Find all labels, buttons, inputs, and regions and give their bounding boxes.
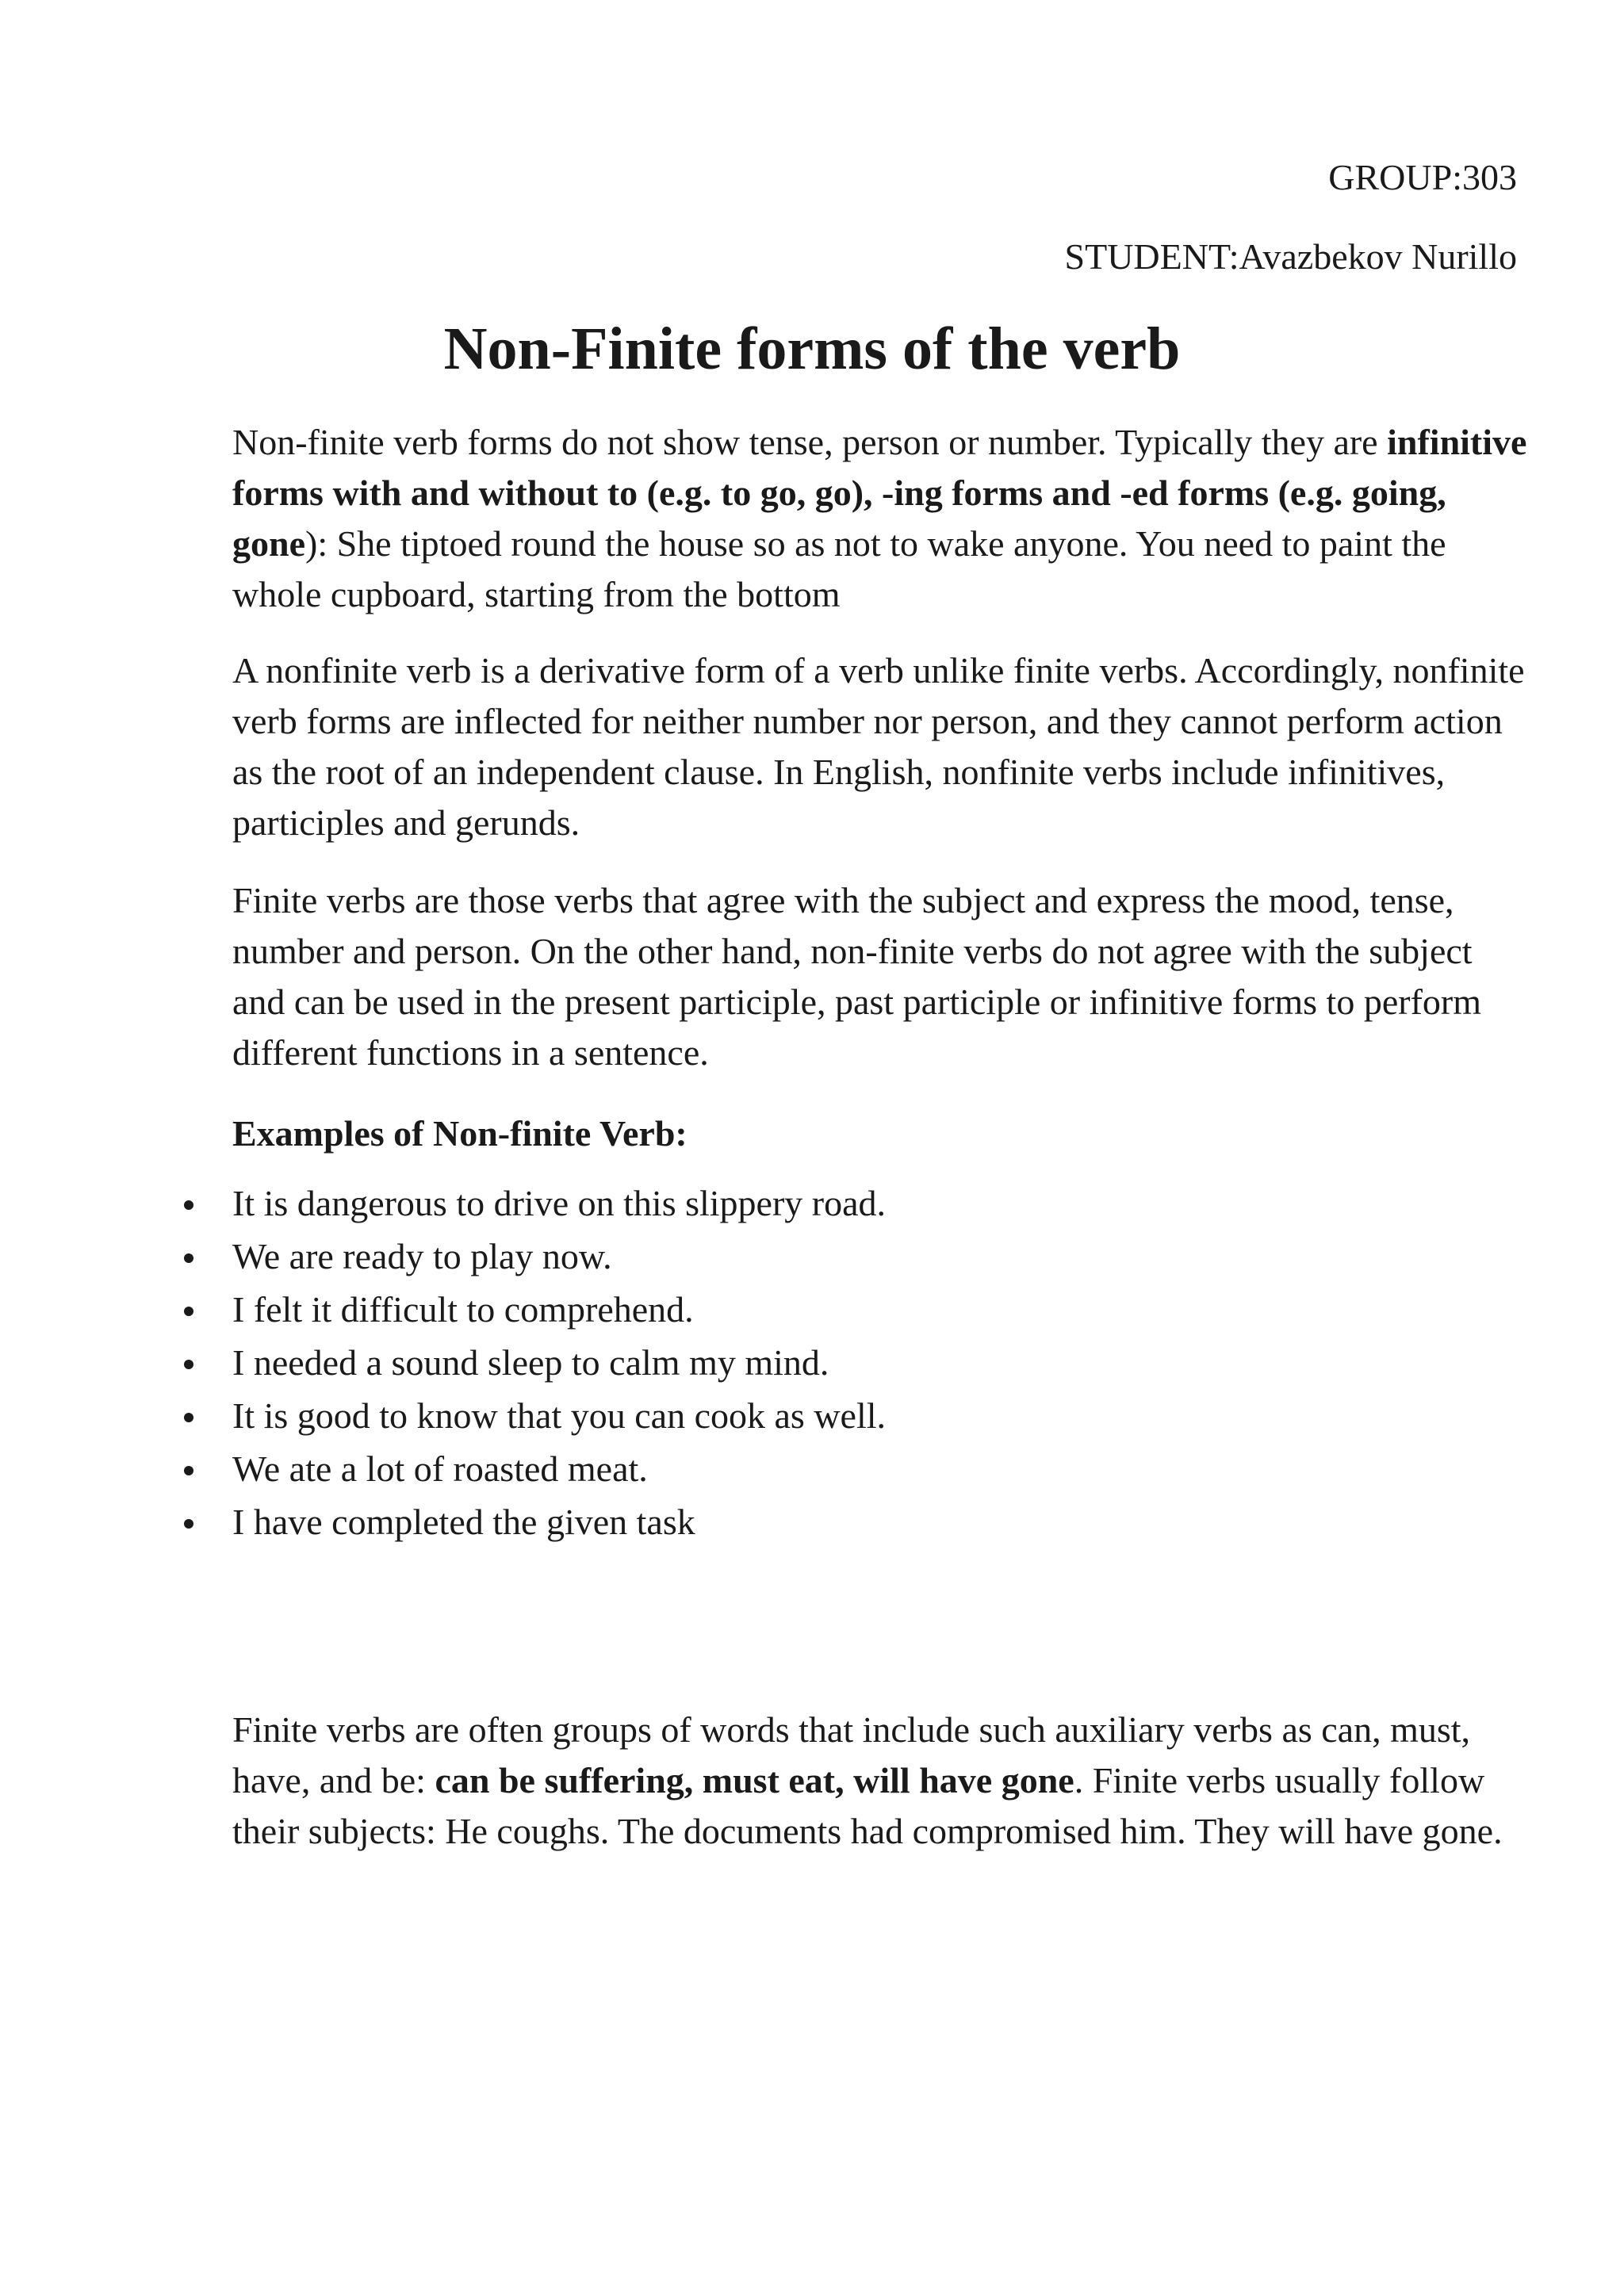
paragraph-comparison xyxy=(232,875,1533,1078)
bullet-icon xyxy=(184,1360,193,1369)
document-title: Non-Finite forms of the verb xyxy=(443,316,1181,382)
bullet-icon xyxy=(184,1253,193,1263)
examples-heading: Examples of Non-finite Verb: xyxy=(232,1113,688,1154)
list-item-text: I felt it difficult to comprehend. xyxy=(232,1289,694,1330)
list-item xyxy=(0,1337,1624,1391)
list-item-text: I needed a sound sleep to calm my mind. xyxy=(232,1342,829,1383)
group-label: GROUP:303 xyxy=(1328,157,1517,197)
paragraph-comparison-text: Finite verbs are those verbs that agree with the subject and express the mood, tense, number and person. On the other hand, non-finite verbs do not agree with the subject and can be used in the present participle, past participle or infinitive forms to perform different functions in a sentence. xyxy=(232,880,1481,1073)
list-item xyxy=(0,1284,1624,1337)
list-item xyxy=(0,1178,1624,1231)
bullet-icon xyxy=(184,1466,193,1475)
paragraph-finite-text-2: . Finite verbs usually follow their subjects: He coughs. The documents had compromised him. They will have gone. xyxy=(232,1760,1503,1851)
paragraph-intro xyxy=(232,417,1533,620)
bullet-icon xyxy=(184,1413,193,1422)
bullet-icon xyxy=(184,1200,193,1210)
paragraph-intro-bold: infinitive forms with and without to (e.g. to go, go), -ing forms and -ed forms (e.g. going, gone xyxy=(232,422,1527,564)
list-item-text: It is good to know that you can cook as well. xyxy=(232,1395,887,1436)
list-item xyxy=(0,1444,1624,1497)
list-item-text: It is dangerous to drive on this slippery road. xyxy=(232,1183,887,1223)
paragraph-intro-text-1: Non-finite verb forms do not show tense, person or number. Typically they are xyxy=(232,422,1388,462)
bullet-icon xyxy=(184,1307,193,1316)
paragraph-definition-text: A nonfinite verb is a derivative form of a verb unlike finite verbs. Accordingly, nonfinite verb forms are inflected for neither number nor person, and they cannot perform action as the root of an independent clause. In English, nonfinite verbs include infinitives, participles and gerunds. xyxy=(232,650,1525,843)
list-item xyxy=(0,1231,1624,1284)
list-item xyxy=(0,1391,1624,1444)
paragraph-intro-text-2: ): She tiptoed round the house so as not to wake anyone. You need to paint the whole cupboard, starting from the bottom xyxy=(232,523,1446,614)
list-item-text: We are ready to play now. xyxy=(232,1236,612,1276)
paragraph-finite-bold: can be suffering, must eat, will have gone xyxy=(435,1760,1074,1800)
list-item xyxy=(0,1497,1624,1550)
paragraph-definition xyxy=(232,645,1533,848)
examples-list xyxy=(0,1178,1624,1550)
bullet-icon xyxy=(184,1519,193,1529)
student-label: STUDENT:Avazbekov Nurillo xyxy=(1064,236,1517,277)
paragraph-finite-verbs xyxy=(232,1705,1533,1857)
list-item-text: We ate a lot of roasted meat. xyxy=(232,1448,648,1489)
paragraph-finite-text-1: Finite verbs are often groups of words that include such auxiliary verbs as can, must, have, and be: xyxy=(232,1709,1471,1800)
list-item-text: I have completed the given task xyxy=(232,1502,695,1542)
